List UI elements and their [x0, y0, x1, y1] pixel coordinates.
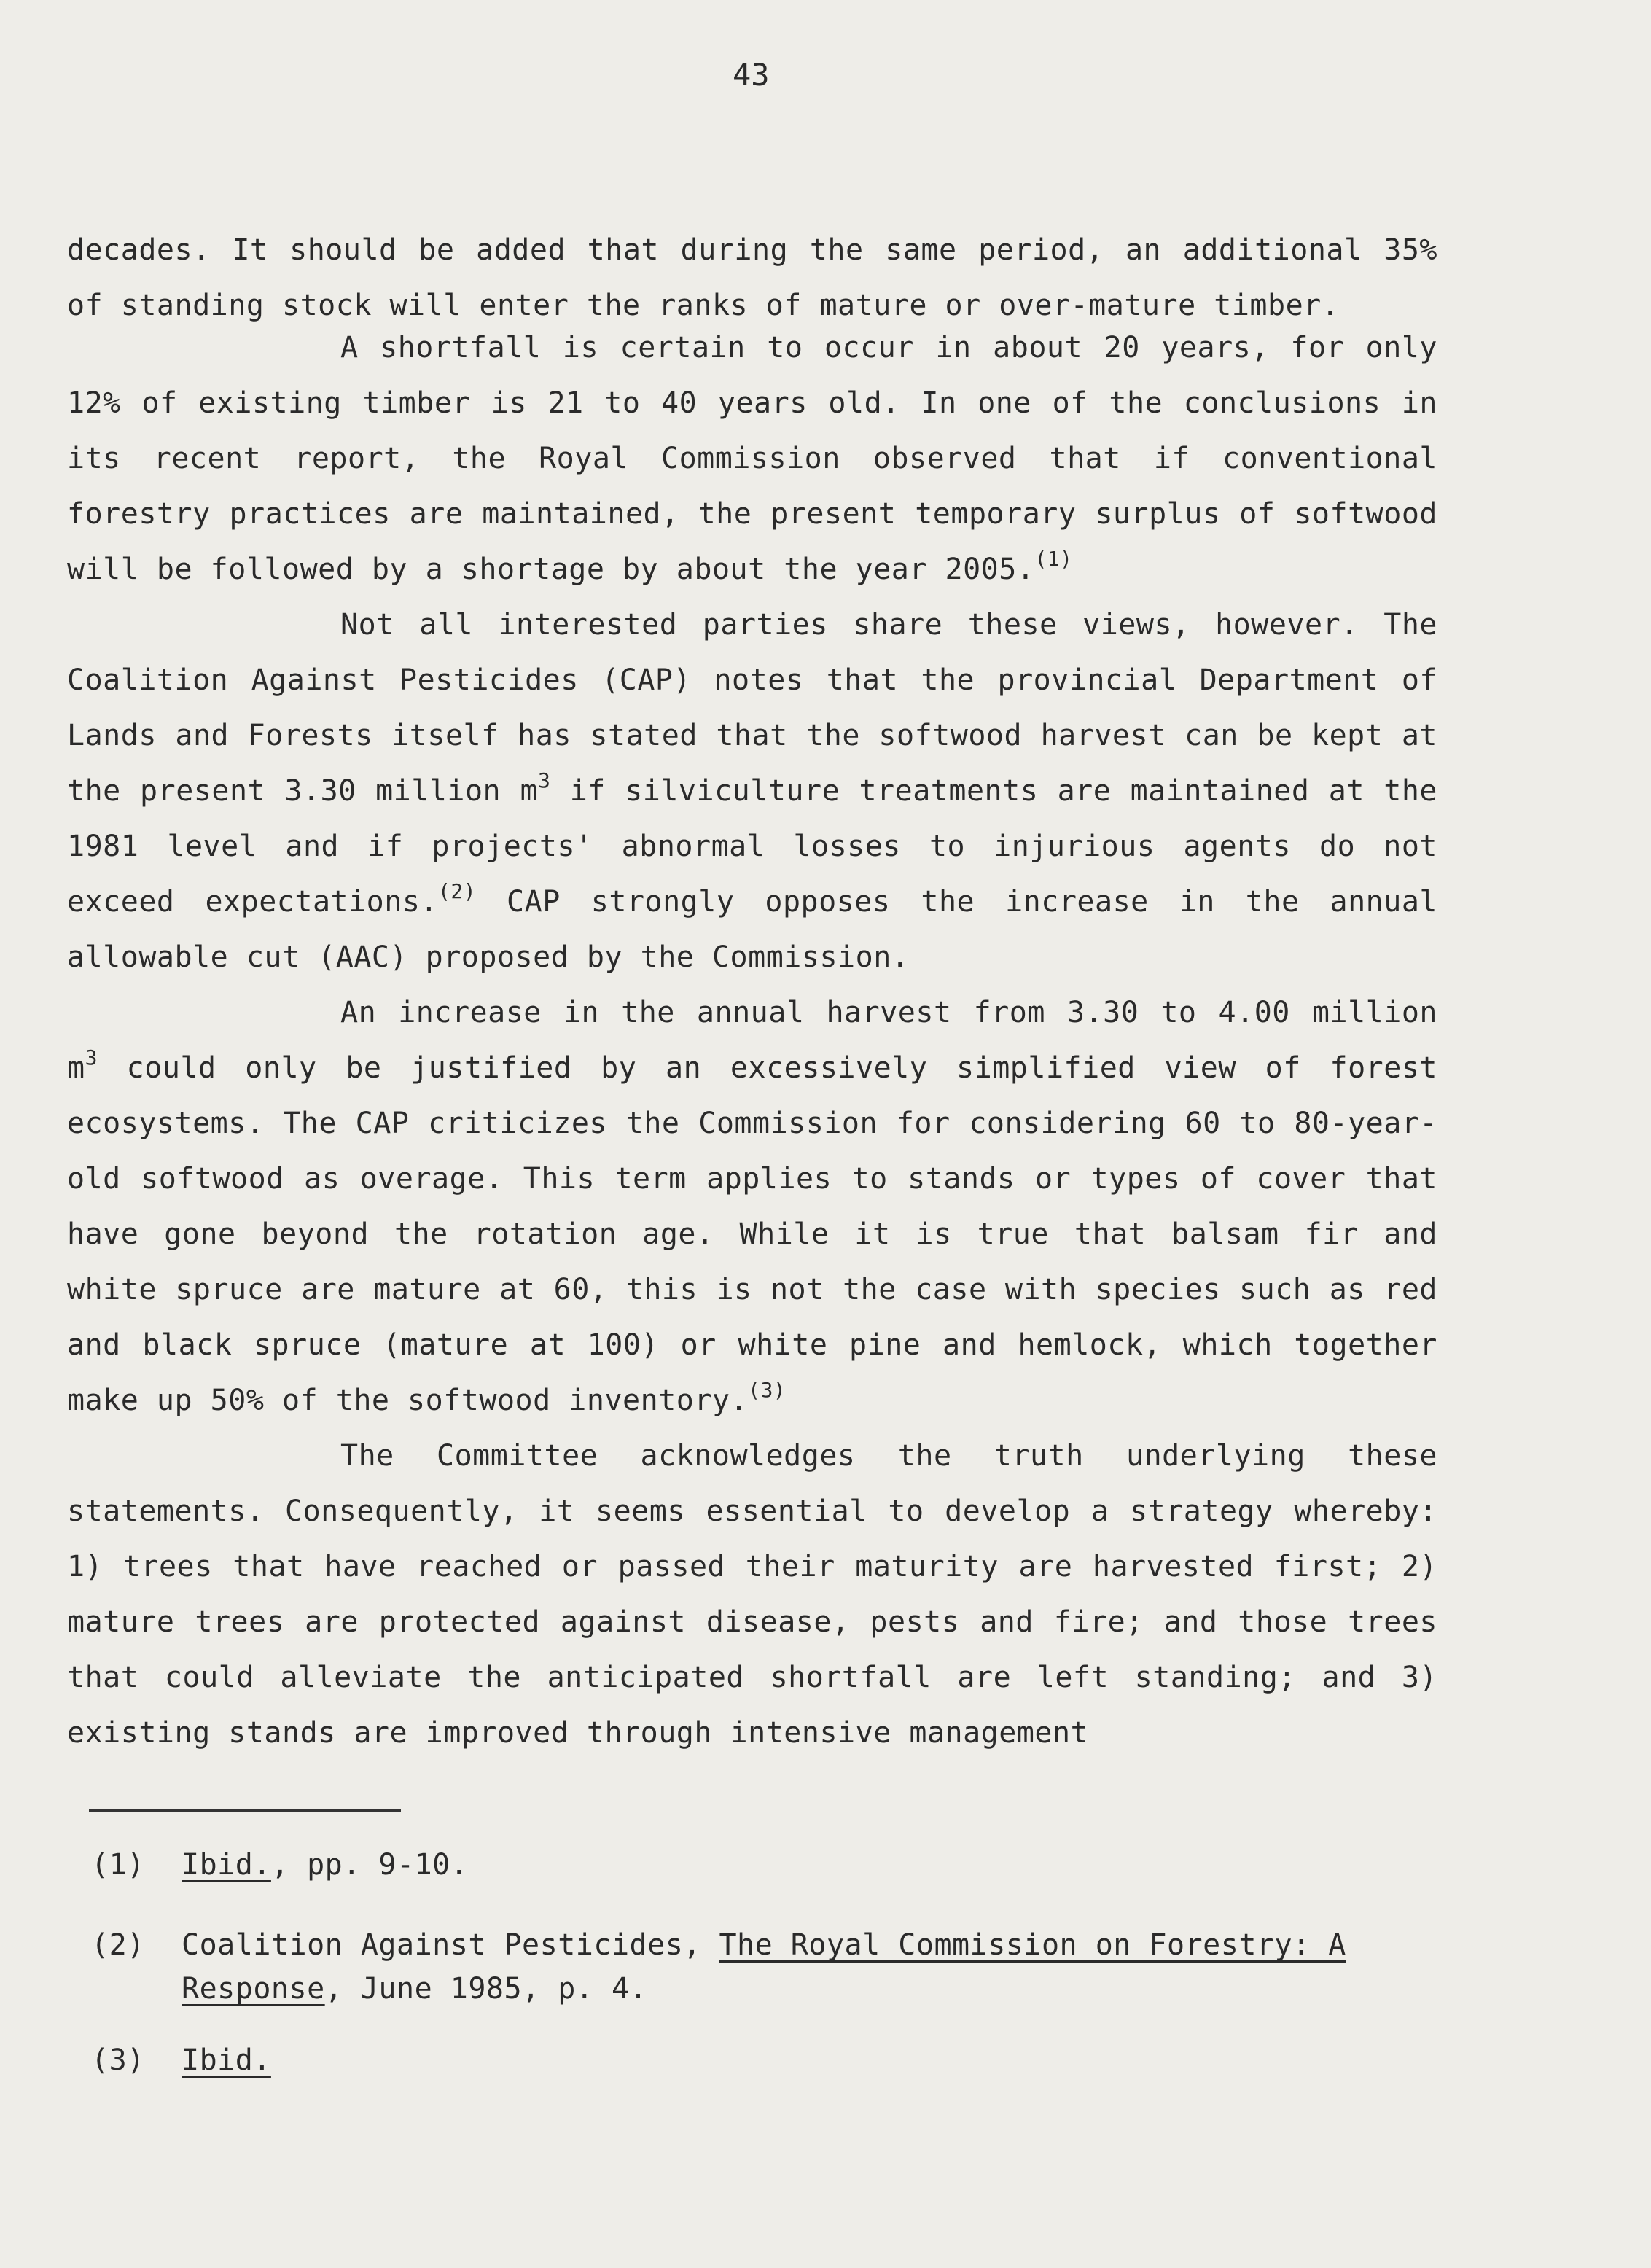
superscript-3: 3 [538, 768, 551, 792]
paragraph-1 [67, 222, 1437, 333]
footnote-2-title-a: The Royal Commission on Forestry: A [719, 1928, 1346, 1962]
paragraph-4 [67, 985, 1437, 1428]
footnote-1-number: (1) [91, 1848, 145, 1882]
footnote-1 [91, 1843, 1465, 1887]
footnote-ref-2: (2) [438, 879, 477, 903]
footnote-2-number: (2) [91, 1928, 145, 1962]
paragraph-1-text: decades. It should be added that during the same period, an additional 35% of standing stock will enter the ranks of mature or over-mature timber. [67, 233, 1437, 322]
page-number: 43 [733, 57, 770, 93]
superscript-3b: 3 [85, 1045, 98, 1069]
paragraph-2 [67, 320, 1437, 597]
footnote-2 [91, 1923, 1465, 2011]
footnote-divider [89, 1809, 401, 1812]
paragraph-4-text-b: could only be justified by an excessively simplified view of forest ecosystems. The CAP criticizes the Commission for considering 60 to 80-year-old softwood as overage. This term applies to stands or types of cover that have gone beyond the rotation age. While it is true that balsam fir and white spruce are mature at 60, this is not the case with species such as red and black spruce (mature at 100) or white pine and hemlock, which together make up 50% of the softwood inventory. [67, 1051, 1437, 1417]
paragraph-3-text-c: CAP strongly opposes the increase in the annual allowable cut (AAC) proposed by the Commission. [67, 885, 1438, 974]
paragraph-2-text: A shortfall is certain to occur in about 20 years, for only 12% of existing timber is 21 to 40 years old. In one of the conclusions in its recent report, the Royal Commission observed that if conventional forestry practices are maintained, the present temporary surplus of softwood will be followed by a shortage by about the year 2005. [67, 331, 1437, 586]
footnote-3-number: (3) [91, 2043, 145, 2077]
paragraph-3-text-a: Not all interested parties share these views, however. The Coalition Against Pesticides (CAP) notes that the provincial Department of Lands and Forests itself has stated that the softwood harvest can be kept at the present 3.30 million m [67, 608, 1437, 808]
paragraph-4-text-a: An increase in the annual harvest from 3.30 to 4.00 million m [67, 996, 1437, 1085]
footnote-1-title: Ibid. [182, 1848, 271, 1882]
footnote-3 [91, 2038, 1465, 2082]
footnote-ref-3: (3) [748, 1378, 787, 1402]
paragraph-3-text-b: if silviculture treatments are maintained at the 1981 level and if projects' abnormal losses to injurious agents do not exceed expectations. [67, 774, 1437, 919]
footnote-2-title-b: Response [182, 1972, 325, 2006]
footnote-1-text: , pp. 9-10. [270, 1848, 469, 1882]
footnote-2-text: , June 1985, p. 4. [324, 1972, 648, 2006]
paragraph-5-text: The Committee acknowledges the truth underlying these statements. Consequently, it seems essential to develop a strategy whereby: 1) trees that have reached or passed their maturity are harvested first; 2) mature trees are protected against disease, pests and fire; and those trees that could alleviate the anticipated shortfall are left standing; and 3) existing stands are improved through intensive management [67, 1439, 1437, 1750]
footnote-ref-1: (1) [1034, 547, 1073, 571]
paragraph-5 [67, 1428, 1437, 1761]
footnote-3-title: Ibid. [182, 2043, 271, 2077]
paragraph-3 [67, 597, 1437, 985]
footnote-2-prefix: Coalition Against Pesticides, [182, 1928, 719, 1962]
